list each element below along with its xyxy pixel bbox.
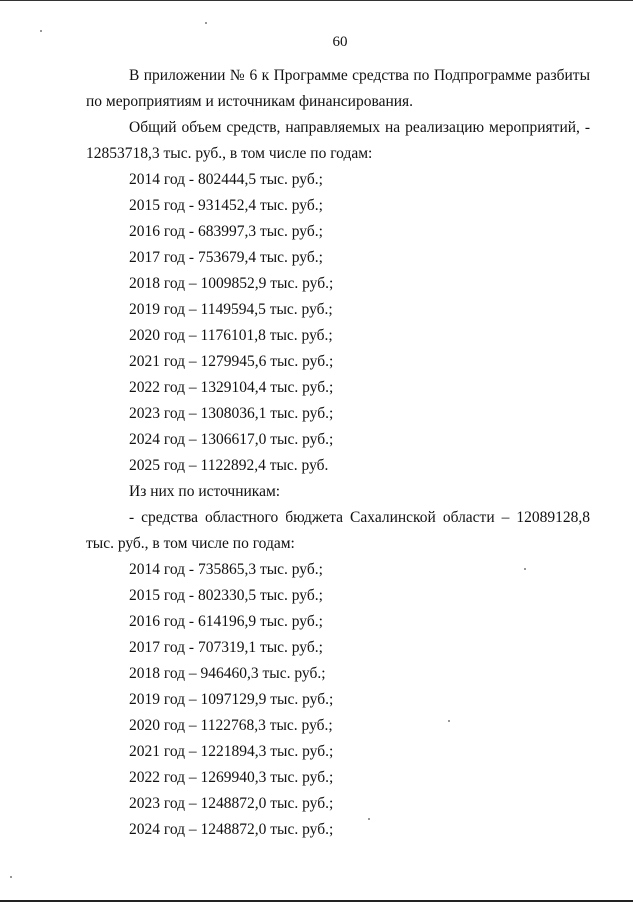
list-item: 2020 год – 1122768,3 тыс. руб.; xyxy=(129,717,333,734)
list-item: 2016 год - 683997,3 тыс. руб.; xyxy=(129,223,323,240)
list-item: 2024 год – 1306617,0 тыс. руб.; xyxy=(129,431,334,448)
list-item: 2015 год - 931452,4 тыс. руб.; xyxy=(129,197,323,214)
list-item: 2014 год - 802444,5 тыс. руб.; xyxy=(129,171,323,188)
list-item: 2015 год - 802330,5 тыс. руб.; xyxy=(129,587,323,604)
list-item: 2018 год – 1009852,9 тыс. руб.; xyxy=(129,275,334,292)
list-item: 2017 год - 753679,4 тыс. руб.; xyxy=(129,249,323,266)
list-item: 2021 год – 1221894,3 тыс. руб.; xyxy=(129,743,334,760)
page-number: 60 xyxy=(332,34,348,50)
scan-speck xyxy=(448,720,450,722)
list-item: 2018 год – 946460,3 тыс. руб.; xyxy=(129,665,326,682)
list-item: 2022 год – 1329104,4 тыс. руб.; xyxy=(129,379,334,396)
total-funding-paragraph: Общий объем средств, направляемых на реализацию мероприятий, - 12853718,3 тыс. руб., в том числе по годам: xyxy=(86,119,590,162)
regional-budget-paragraph: - средства областного бюджета Сахалинской области – 12089128,8 тыс. руб., в том числе по годам: xyxy=(86,509,590,552)
page-content xyxy=(86,63,590,843)
list-item: 2024 год – 1248872,0 тыс. руб.; xyxy=(129,821,334,838)
list-item: 2020 год – 1176101,8 тыс. руб.; xyxy=(129,327,333,344)
regional-budget-by-year-list xyxy=(86,557,590,843)
list-item: 2014 год - 735865,3 тыс. руб.; xyxy=(129,561,323,578)
sources-heading: Из них по источникам: xyxy=(129,483,281,500)
list-item: 2021 год – 1279945,6 тыс. руб.; xyxy=(129,353,334,370)
top-scan-edge xyxy=(0,0,633,1)
scan-speck xyxy=(40,30,42,32)
scan-speck xyxy=(368,818,370,820)
list-item: 2016 год - 614196,9 тыс. руб.; xyxy=(129,613,323,630)
list-item: 2025 год – 1122892,4 тыс. руб. xyxy=(129,457,329,474)
scan-speck xyxy=(205,22,207,24)
intro-paragraph: В приложении № 6 к Программе средства по Подпрограмме разбиты по мероприятиям и источникам финансирования. xyxy=(86,67,590,110)
list-item: 2019 год – 1149594,5 тыс. руб.; xyxy=(129,301,333,318)
bottom-scan-edge xyxy=(0,900,633,902)
list-item: 2023 год – 1308036,1 тыс. руб.; xyxy=(129,405,334,422)
total-funding-by-year-list xyxy=(86,167,590,479)
scan-speck xyxy=(10,876,12,878)
list-item: 2022 год – 1269940,3 тыс. руб.; xyxy=(129,769,334,786)
list-item: 2017 год - 707319,1 тыс. руб.; xyxy=(129,639,323,656)
list-item: 2019 год – 1097129,9 тыс. руб.; xyxy=(129,691,334,708)
list-item: 2023 год – 1248872,0 тыс. руб.; xyxy=(129,795,334,812)
scan-speck xyxy=(524,568,526,570)
